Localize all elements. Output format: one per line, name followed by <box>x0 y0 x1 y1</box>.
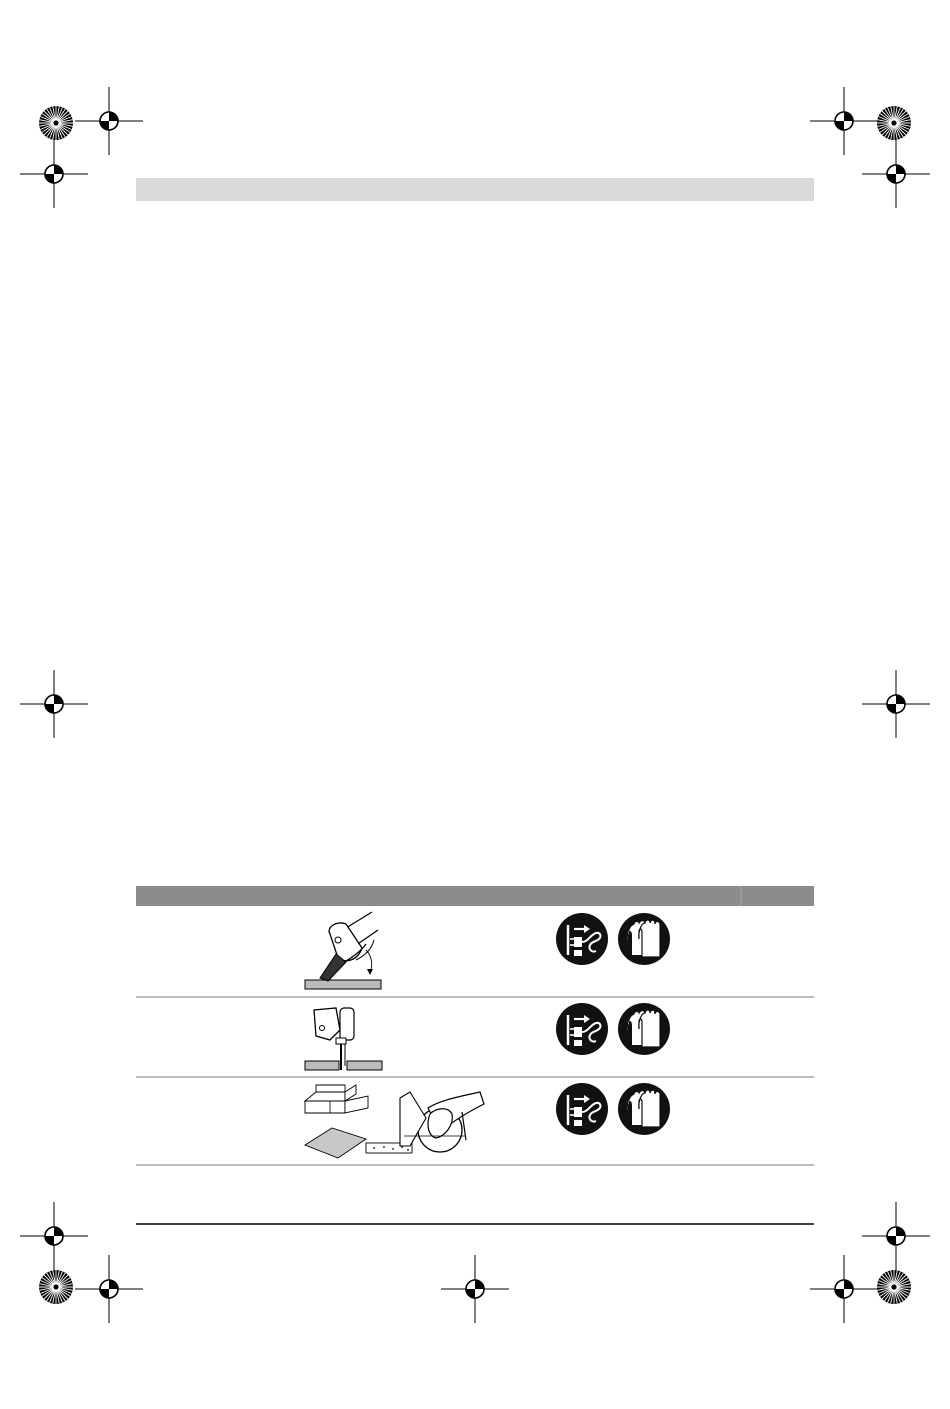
unplug-before-work-icon <box>556 1083 608 1135</box>
registration-marks <box>20 87 930 1323</box>
starburst-target-icon <box>877 1270 911 1304</box>
starburst-target-icon <box>39 106 73 140</box>
crosshair-mark-top-left <box>20 140 88 208</box>
table-header <box>136 886 814 906</box>
crosshair-mark-bottom-left <box>20 1202 88 1270</box>
crosshair-mark-bottom-center <box>441 1255 509 1323</box>
crosshair-mark-mid-left <box>20 670 88 738</box>
crosshair-mark-top-right <box>862 140 930 208</box>
starburst-target-icon <box>39 1270 73 1304</box>
crosshair-mark-bottom-left-inner <box>75 1255 143 1323</box>
starburst-target-icon <box>877 106 911 140</box>
wear-gloves-icon <box>618 1003 670 1055</box>
crosshair-mark-bottom-right-inner <box>810 1255 878 1323</box>
unplug-before-work-icon <box>556 1003 608 1055</box>
header-bar <box>136 178 814 201</box>
crosshair-mark-top-left-inner <box>75 87 143 155</box>
wear-gloves-icon <box>618 913 670 965</box>
grinder-cutting-icon <box>305 1008 382 1070</box>
unplug-before-work-icon <box>556 913 608 965</box>
wear-gloves-icon <box>618 1083 670 1135</box>
crosshair-mark-mid-right <box>862 670 930 738</box>
grinder-stone-cutting-icon <box>305 1085 484 1158</box>
grinder-grinding-icon <box>305 912 381 989</box>
crosshair-mark-top-right-inner <box>810 87 878 155</box>
crosshair-mark-bottom-right <box>862 1202 930 1270</box>
